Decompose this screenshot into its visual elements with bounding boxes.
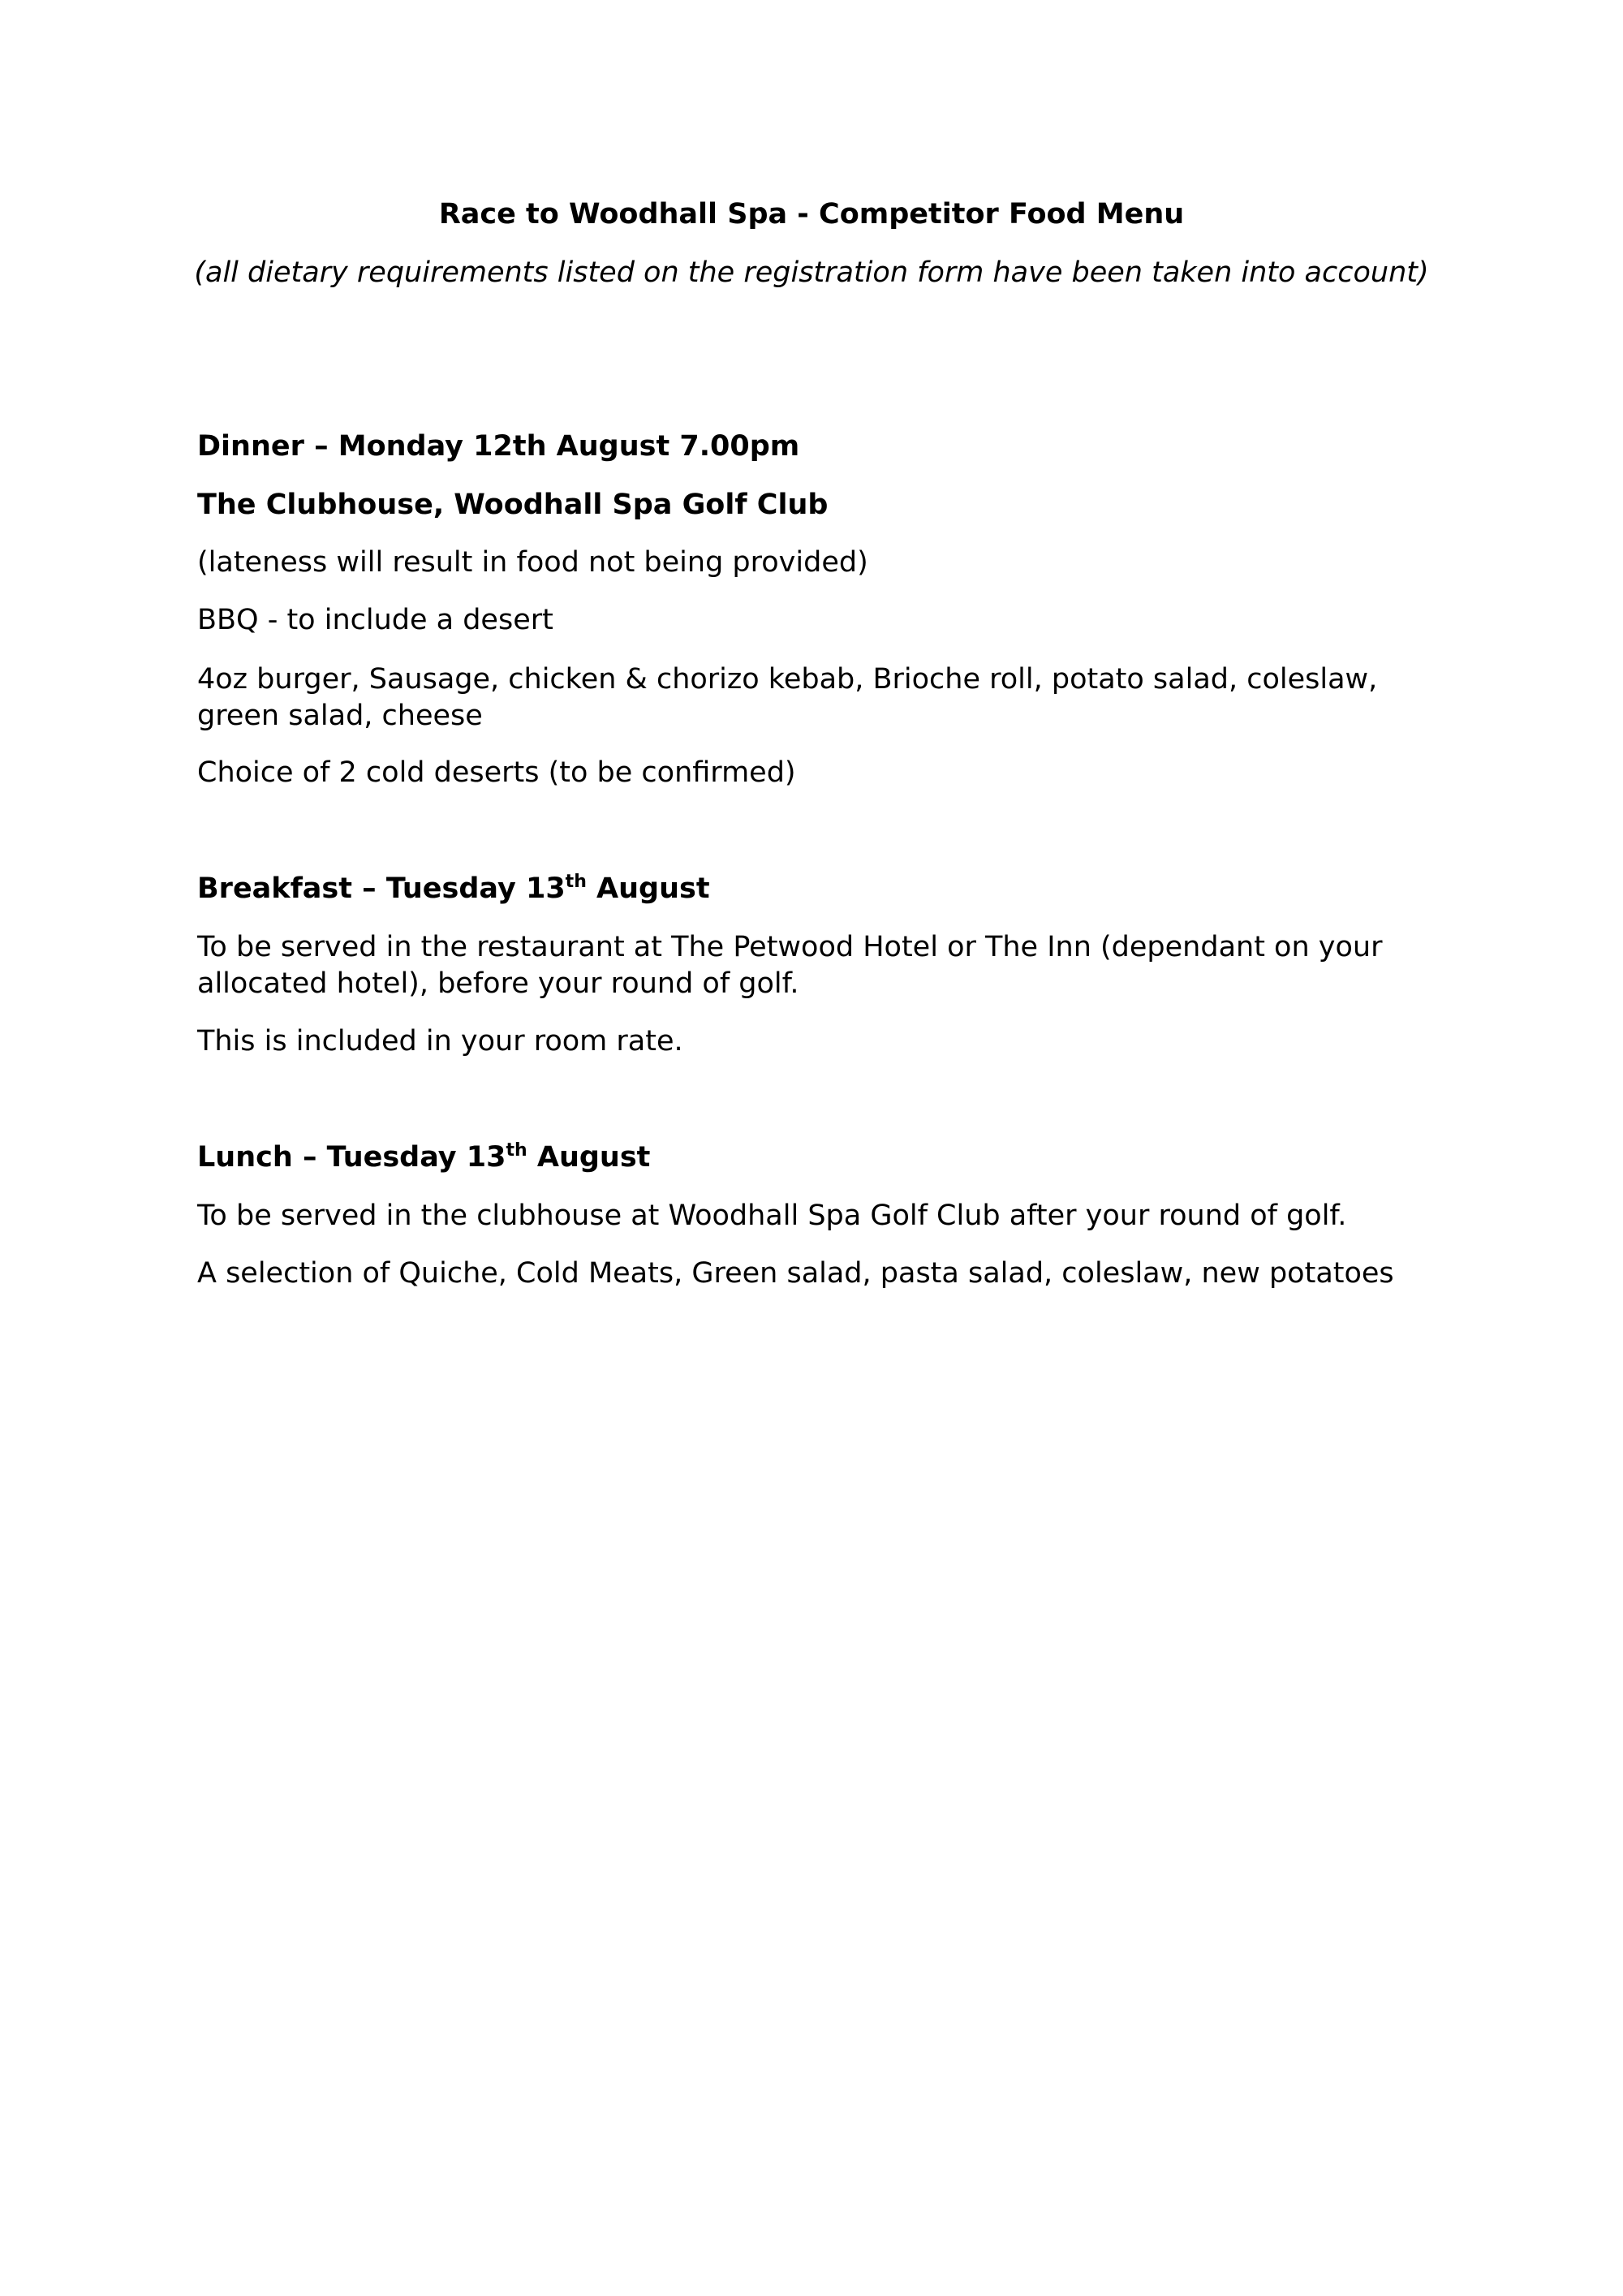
lunch-heading-text: Lunch – Tuesday 13 — [197, 1141, 506, 1174]
dinner-heading: Dinner – Monday 12th August 7.00pm — [197, 430, 800, 463]
lunch-line-2: A selection of Quiche, Cold Meats, Green salad, pasta salad, coleslaw, new potatoes — [197, 1257, 1394, 1290]
dinner-items-line-1: 4oz burger, Sausage, chicken & chorizo kebab, Brioche roll, potato salad, coleslaw, — [197, 663, 1378, 696]
document-title: Race to Woodhall Spa - Competitor Food Menu — [438, 198, 1185, 230]
lunch-heading-ordinal: th — [506, 1140, 527, 1161]
breakfast-heading-text: Breakfast – Tuesday 13 — [197, 872, 566, 905]
dinner-items-line-2: green salad, cheese — [197, 700, 483, 732]
lunch-line-1: To be served in the clubhouse at Woodhall Spa Golf Club after your round of golf. — [197, 1200, 1347, 1232]
breakfast-line-3: This is included in your room rate. — [197, 1025, 683, 1058]
dinner-venue: The Clubhouse, Woodhall Spa Golf Club — [197, 489, 829, 521]
lunch-heading-month: August — [527, 1141, 651, 1174]
breakfast-heading — [197, 871, 1431, 907]
breakfast-line-2: allocated hotel), before your round of golf. — [197, 967, 799, 1000]
breakfast-heading-ordinal: th — [565, 872, 587, 892]
document-subtitle: (all dietary requirements listed on the registration form have been taken into account) — [194, 256, 1429, 289]
dinner-note: (lateness will result in food not being provided) — [197, 546, 868, 579]
dinner-desserts: Choice of 2 cold deserts (to be confirmed) — [197, 756, 796, 789]
dinner-type: BBQ - to include a desert — [197, 604, 553, 636]
lunch-heading — [197, 1139, 1431, 1175]
breakfast-heading-month: August — [586, 872, 710, 905]
breakfast-line-1: To be served in the restaurant at The Petwood Hotel or The Inn (dependant on your — [197, 931, 1383, 963]
